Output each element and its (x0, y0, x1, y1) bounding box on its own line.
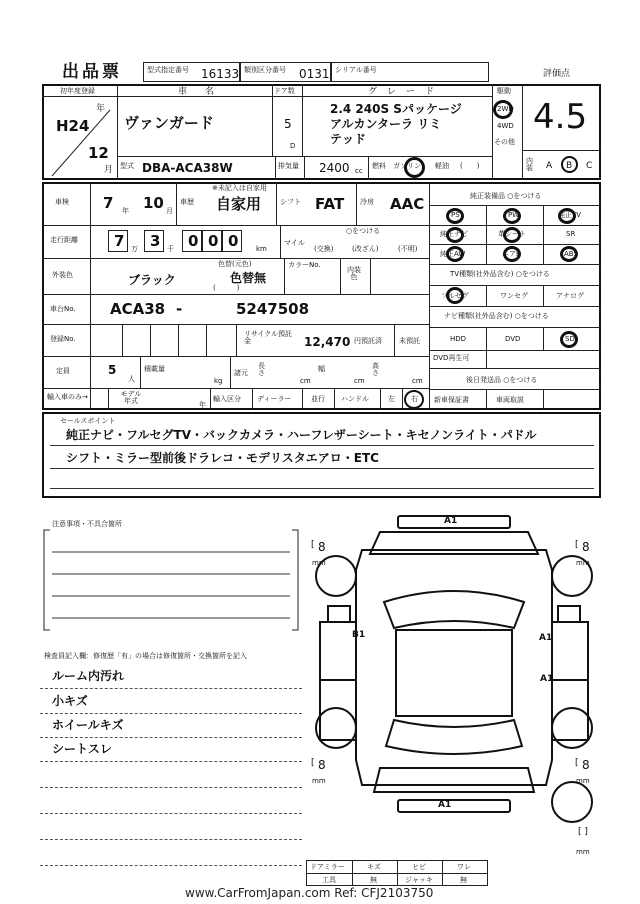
circle-pw (503, 208, 521, 224)
km-unit: km (256, 245, 267, 253)
rating-label: 評価点 (543, 69, 571, 79)
chassis-prefix: ACA38 (110, 300, 166, 318)
opt-abs: ABS (564, 250, 578, 258)
import-dealer: ディーラー (257, 395, 292, 403)
displacement: 2400 (319, 161, 350, 175)
width-unit: cm (354, 377, 365, 385)
tread-fr-bracket: [ (575, 540, 579, 550)
opt-genuine-navi: 純正ナビ (440, 230, 468, 238)
light-oil: 軽油 (435, 162, 449, 170)
note-item-2: 小キズ (52, 694, 88, 708)
year-unit: 年 (96, 104, 106, 114)
navi-dvd: DVD (505, 335, 521, 343)
opt-ps: PS (451, 211, 460, 219)
tread-rl: 8 (318, 758, 326, 772)
genuine-title: 純正装備品 ○をつける (470, 192, 542, 200)
damage-right-2: A1 (540, 674, 554, 684)
circle-abs (560, 246, 578, 262)
tread-fl-unit: mm (312, 559, 326, 567)
insp-year: 7 (103, 194, 114, 212)
ac-label: 冷房 (360, 198, 374, 206)
height-unit: cm (412, 377, 423, 385)
damage-right-1: A1 (539, 633, 553, 643)
legend-door-mirror: ドアミラー (310, 863, 345, 871)
opt-airbag: エアB (502, 250, 521, 258)
mileage-unknown: (不明) (398, 245, 418, 253)
tread-rr-bracket: [ (575, 758, 579, 768)
ext-color-label: 外装色 (52, 271, 73, 279)
opt-genuine-aw: 純正AW (440, 250, 466, 258)
sales-label: セールスポイント (60, 417, 116, 425)
mileage-digit-4: 0 (208, 232, 219, 250)
note-item-1: ルーム内汚れ (52, 669, 125, 683)
interior-label: 内装 (526, 157, 533, 172)
color-orig-label: 色替(元色) (218, 260, 252, 268)
chassis-dash: - (176, 300, 183, 318)
length-label: 長さ (258, 362, 265, 377)
mileage-circle-note: ○をつける (346, 227, 381, 235)
class-code-box (240, 62, 331, 82)
interior-c: C (586, 161, 593, 171)
tread-rr: 8 (582, 758, 590, 772)
tread-rr-unit: mm (576, 777, 590, 785)
legend-jack: ジャッキ (405, 876, 433, 884)
model-label: 型式 (120, 162, 134, 170)
mileage-label: 走行距離 (50, 236, 78, 244)
serial-box (331, 62, 489, 82)
mileage-digit-2: 3 (150, 232, 161, 250)
grade-line3: テッド (330, 132, 367, 146)
disp-label: 排気量 (278, 162, 299, 170)
handle-left: 左 (388, 395, 395, 403)
color-no-label: カラーNo. (288, 261, 321, 269)
kg-unit: kg (214, 377, 223, 385)
import-class-label: 輸入区分 (213, 395, 241, 403)
first-reg-year: H24 (56, 117, 90, 135)
model-year-label: モデル年式 (120, 390, 142, 405)
mileage-tamper: (改ざん) (352, 245, 379, 253)
grade-line2: アルカンターラ リミ (330, 117, 442, 131)
model: DBA-ACA38W (142, 161, 233, 175)
tv-oneseg: ワンセグ (500, 292, 528, 300)
note-item-4: シートスレ (52, 742, 112, 756)
tread-fl-bracket: [ (311, 540, 315, 550)
first-reg-month: 12 (88, 144, 109, 162)
damage-rear: A1 (438, 800, 452, 810)
ext-color: ブラック (128, 273, 176, 287)
legend-tool-none: 無 (370, 876, 377, 884)
inspector-label: 検査員記入欄：修復歴「有」の場合は修復箇所・交換箇所を記入 (44, 652, 247, 660)
legend-break: ワレ (457, 863, 471, 871)
legend-jack-none: 無 (460, 876, 467, 884)
mileage-digit-5: 0 (228, 232, 239, 250)
circle-genuine-navi (446, 227, 464, 243)
mileage-swap: (交換) (314, 245, 334, 253)
car-damage-diagram (300, 510, 610, 850)
doors: 5 (284, 117, 292, 131)
grade-label: グレード (368, 87, 445, 97)
caution-bracket (40, 526, 306, 636)
circle-sd (560, 331, 578, 348)
circle-handle-right (404, 390, 424, 409)
circle-fuel (404, 157, 425, 178)
int-color-label: 内装色 (347, 266, 361, 281)
fuel: ガソリン (393, 162, 421, 170)
chassis-label: 車台No. (50, 305, 76, 313)
circle-interior-b (561, 156, 578, 173)
handle-label: ハンドル (341, 395, 369, 403)
drive-4wd: 4WD (497, 122, 514, 130)
color-orig: 色替無 (230, 271, 267, 285)
damage-left: B1 (352, 630, 366, 640)
legend-scratch: キズ (367, 863, 381, 871)
tv-fullseg: フルセグ (441, 292, 469, 300)
import-parallel: 並行 (311, 395, 325, 403)
load-label: 積載量 (144, 365, 165, 373)
class-code: 0131 (299, 67, 330, 81)
tread-spare-unit: mm (576, 848, 590, 856)
chassis-number: 5247508 (236, 300, 310, 318)
ac: AAC (390, 195, 425, 213)
color-orig-paren: ( ) (213, 284, 240, 292)
mile-label: マイル (284, 239, 305, 247)
dvd-play: DVD再生可 (433, 354, 470, 362)
tread-fr-unit: mm (576, 559, 590, 567)
first-reg-label: 初年度登録 (60, 87, 95, 95)
tread-fr: 8 (582, 540, 590, 554)
dims-label: 諸元 (234, 369, 248, 377)
capacity-label: 定員 (56, 367, 70, 375)
reg-no-label: 登録No. (50, 335, 76, 343)
mileage-digit-3: 0 (188, 232, 199, 250)
width-label: 幅 (318, 365, 325, 373)
month-unit: 月 (104, 165, 114, 175)
recycle-unit: 円預託済 (354, 337, 382, 345)
fuel-label: 燃料 (372, 162, 386, 170)
height-label: 高さ (372, 362, 379, 377)
inspection-label: 車検 (55, 198, 69, 206)
navi-sd: SD (565, 335, 575, 343)
tread-fl: 8 (318, 540, 326, 554)
circle-ps (446, 208, 464, 224)
recycle-not: 未預託 (399, 337, 420, 345)
opt-sr: SR (566, 230, 576, 238)
insp-month-unit: 月 (166, 207, 173, 215)
opt-leather: 革シート (498, 230, 526, 238)
circle-genuine-tv (558, 208, 576, 224)
man-unit: 万 (131, 245, 138, 253)
car-name-label: 車名 (178, 87, 233, 97)
drive-2wd: 2WD (497, 105, 514, 113)
cc-unit: cc (355, 167, 363, 175)
interior-a: A (546, 161, 553, 171)
after-warranty: 新車保証書 (434, 396, 469, 404)
opt-pw: PW (508, 211, 520, 219)
opt-genuine-tv: 純正TV (558, 211, 582, 219)
doors-label: ドア数 (274, 87, 295, 95)
tread-rl-bracket: [ (311, 758, 315, 768)
circle-genuine-aw (446, 246, 464, 262)
capacity-unit: 人 (128, 375, 135, 383)
footer-watermark: www.CarFromJapan.com Ref: CFJ2103750 (185, 886, 434, 900)
insp-month: 10 (143, 194, 164, 212)
capacity: 5 (108, 363, 117, 377)
after-manual: 車両取説 (496, 396, 524, 404)
class-code-label: 類別区分番号 (244, 66, 286, 74)
history-label: 車歴 (180, 198, 194, 206)
history-note: ※未記入は自家用 (212, 184, 267, 192)
grade-line1: 2.4 240S Sパッケージ (330, 102, 462, 116)
sen-unit: 千 (167, 245, 174, 253)
tread-spare-bracket: [ ] (578, 827, 588, 837)
caution-label: 注意事項・不具合箇所 (52, 520, 122, 528)
fuel-paren: ( ) (460, 162, 480, 170)
navi-title: ナビ種類(社外品含む) ○をつける (444, 312, 549, 320)
interior-b: B (566, 161, 573, 171)
circle-leather (503, 227, 521, 243)
model-year-unit: 年 (199, 401, 206, 409)
serial-label: シリアル番号 (335, 66, 377, 74)
recycle-label: リサイクル預託金 (244, 330, 293, 345)
tread-rl-unit: mm (312, 777, 326, 785)
shift: FAT (315, 195, 345, 213)
form-title: 出品票 (62, 62, 122, 82)
door-unit: D (290, 142, 296, 150)
drive-label: 駆動 (497, 87, 511, 95)
circle-2wd (493, 100, 513, 119)
circle-fullseg (446, 287, 464, 304)
mileage-digit-1: 7 (114, 232, 125, 250)
handle-right: 右 (411, 395, 418, 403)
drive-other: その他 (494, 138, 515, 146)
score: 4.5 (533, 97, 588, 137)
model-code-label: 型式指定番号 (147, 66, 189, 74)
navi-hdd: HDD (450, 335, 467, 343)
legend-crack: ヒビ (412, 863, 426, 871)
import-label: 輸入車のみ→ (47, 393, 88, 401)
damage-front: A1 (444, 516, 458, 526)
history: 自家用 (216, 195, 262, 213)
shift-label: シフト (280, 198, 301, 206)
tv-analog: アナログ (556, 292, 584, 300)
after-title: 後日発送品 ○をつける (466, 376, 538, 384)
car-name: ヴァンガード (124, 114, 214, 132)
model-code: 16133 (201, 67, 240, 81)
model-code-box (143, 62, 240, 82)
recycle-amount: 12,470 (304, 335, 351, 349)
insp-year-unit: 年 (122, 207, 129, 215)
legend-tool: 工具 (322, 876, 336, 884)
sales-line1: 純正ナビ・フルセグTV・バックカメラ・ハーフレザーシート・キセノンライト・パドル (66, 428, 537, 442)
circle-airbag (503, 246, 521, 262)
length-unit: cm (300, 377, 311, 385)
sales-line2: シフト・ミラー型前後ドラレコ・モデリスタエアロ・ETC (66, 451, 379, 465)
tv-title: TV種類(社外品含む) ○をつける (450, 270, 550, 278)
note-item-3: ホイールキズ (52, 718, 124, 732)
